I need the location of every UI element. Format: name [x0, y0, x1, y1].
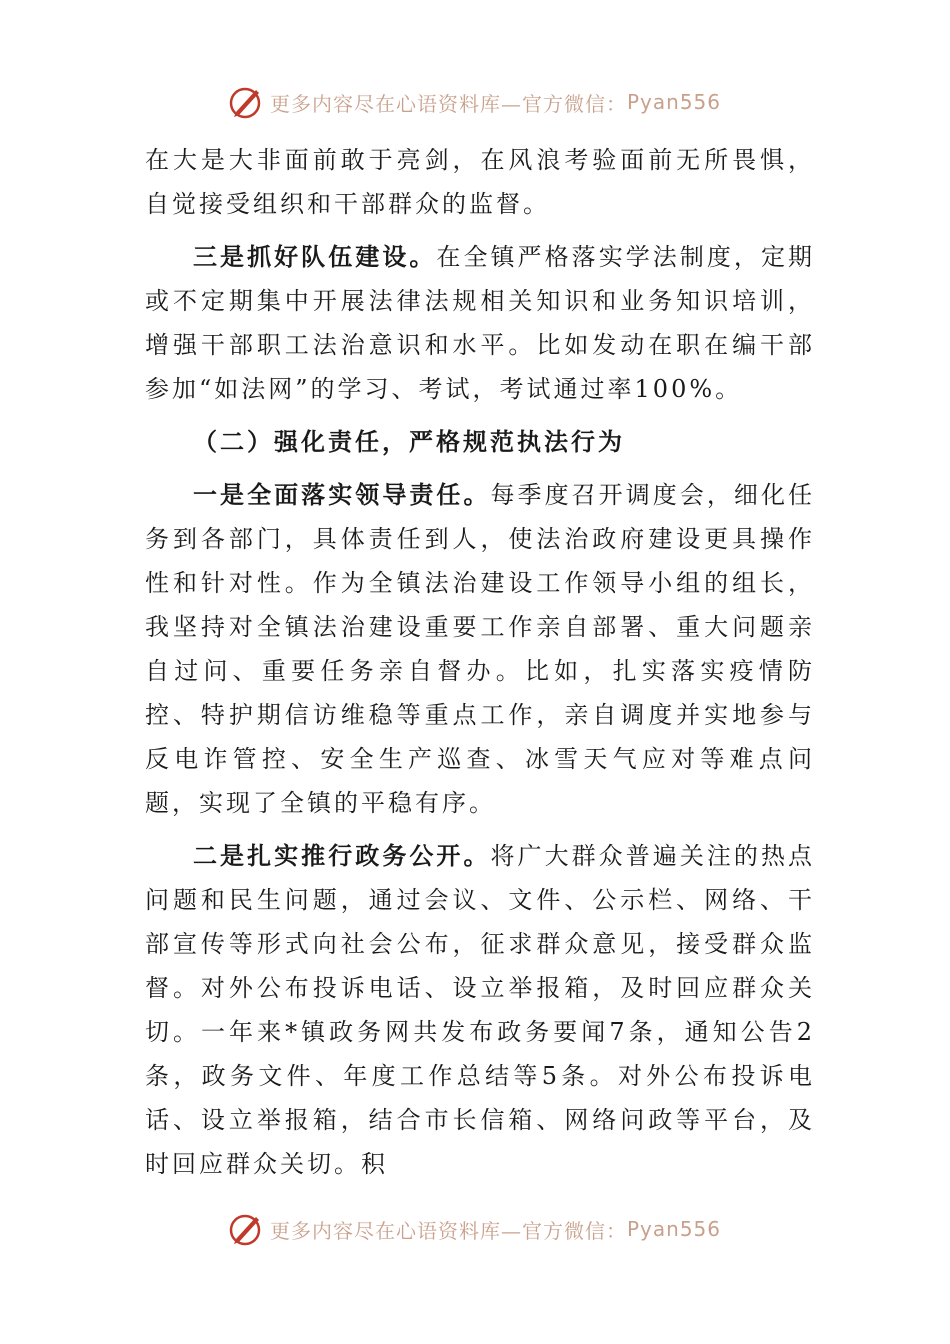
paragraph-lead: 一是全面落实领导责任。 — [193, 480, 491, 509]
document-body — [145, 138, 815, 1186]
paragraph-text: 每季度召开调度会，细化任务到各部门，具体责任到人，使法治政府建设更具操作性和针对性。作为全镇法治建设工作领导小组的组长，我坚持对全镇法治建设重要工作亲自部署、重大问题亲自过问、重要任务亲自督办。比如，扎实落实疫情防控、特护期信访维稳等重点工作，亲自调度并实地参与反电诈管控、安全生产巡查、冰雪天气应对等难点问题，实现了全镇的平稳有序。 — [145, 481, 815, 817]
pen-logo-icon — [228, 84, 264, 120]
paragraph-text: 将广大群众普遍关注的热点问题和民生问题，通过会议、文件、公示栏、网络、干部宣传等形式向社会公布，征求群众意见，接受群众监督。对外公布投诉电话、设立举报箱，及时回应群众关切。一年来*镇政务网共发布政务要闻7条，通知公告2条，政务文件、年度工作总结等5条。对外公布投诉电话、设立举报箱，结合市长信箱、网络问政等平台，及时回应群众关切。积 — [145, 842, 815, 1178]
paragraph-lead: 三是抓好队伍建设。 — [193, 242, 437, 271]
paragraph — [145, 138, 815, 226]
watermark-text: 更多内容尽在心语资料库—官方微信： — [270, 1218, 627, 1243]
paragraph-text: 在大是大非面前敢于亮剑，在风浪考验面前无所畏惧，自觉接受组织和干部群众的监督。 — [145, 146, 815, 218]
paragraph — [145, 834, 815, 1186]
watermark-wechat-id: Pyan556 — [627, 1217, 722, 1241]
pen-logo-icon — [228, 1211, 264, 1247]
watermark-wechat-id: Pyan556 — [627, 90, 722, 114]
paragraph — [145, 235, 815, 411]
watermark-text: 更多内容尽在心语资料库—官方微信： — [270, 91, 627, 116]
section-heading: （二）强化责任，严格规范执法行为 — [193, 427, 625, 456]
paragraph-text: 在全镇严格落实学法制度，定期或不定期集中开展法律法规相关知识和业务知识培训，增强干部职工法治意识和水平。比如发动在职在编干部参加“如法网”的学习、考试，考试通过率100%。 — [145, 243, 816, 403]
paragraph — [145, 473, 815, 825]
watermark-banner-top — [228, 82, 721, 122]
paragraph-lead: 二是扎实推行政务公开。 — [193, 841, 491, 870]
watermark-banner-bottom — [228, 1209, 721, 1249]
